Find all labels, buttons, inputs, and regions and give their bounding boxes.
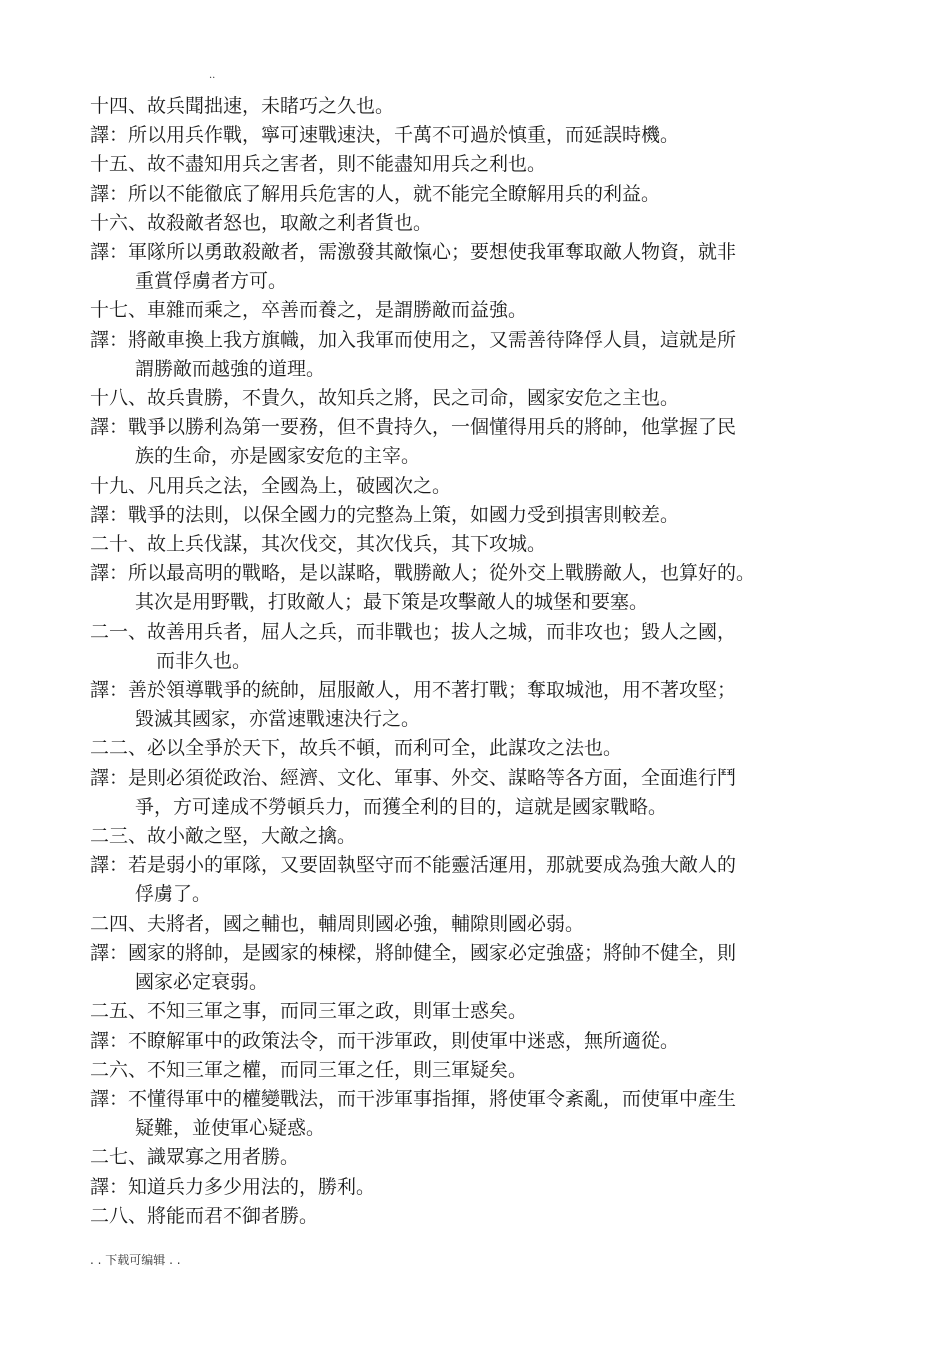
continuation-line: 謂勝敵而越強的道理。: [135, 357, 326, 380]
translation-line: 譯：所以最高明的戰略，是以謀略，戰勝敵人；從外交上戰勝敵人，也算好的。: [90, 562, 756, 585]
verse-line: 二六、不知三軍之權，而同三軍之任，則三軍疑矣。: [90, 1058, 528, 1081]
continuation-line: 族的生命，亦是國家安危的主宰。: [135, 445, 421, 468]
verse-line: 二四、夫將者，國之輔也，輔周則國必強，輔隙則國必弱。: [90, 912, 585, 935]
verse-line: 十七、車雜而乘之，卒善而養之，是謂勝敵而益強。: [90, 299, 528, 322]
verse-line: 二三、故小敵之堅，大敵之擒。: [90, 825, 357, 848]
translation-line: 譯：國家的將帥，是國家的棟樑，將帥健全，國家必定強盛；將帥不健全，則: [90, 941, 737, 964]
continuation-line: 爭，方可達成不勞頓兵力，而獲全利的目的，這就是國家戰略。: [135, 795, 668, 818]
translation-line: 譯：不瞭解軍中的政策法令，而干涉軍政，則使軍中迷惑，無所適從。: [90, 1029, 680, 1052]
verse-line: 二八、將能而君不御者勝。: [90, 1204, 319, 1227]
translation-line: 譯：所以用兵作戰，寧可速戰速決，千萬不可過於慎重，而延誤時機。: [90, 124, 680, 147]
verse-line: 十九、凡用兵之法，全國為上，破國次之。: [90, 474, 452, 497]
verse-line: 十五、故不盡知用兵之害者，則不能盡知用兵之利也。: [90, 153, 547, 176]
continuation-line: 其次是用野戰，打敗敵人；最下策是攻擊敵人的城堡和要塞。: [135, 591, 649, 614]
translation-line: 譯：將敵車換上我方旗幟，加入我軍而使用之，又需善待降俘人員，這就是所: [90, 328, 737, 351]
continuation-line: 疑難，並使軍心疑惑。: [135, 1117, 326, 1140]
translation-line: 譯：不懂得軍中的權變戰法，而干涉軍事指揮，將使軍令紊亂，而使軍中產生: [90, 1087, 737, 1110]
verse-line: 二十、故上兵伐謀，其次伐交，其次伐兵，其下攻城。: [90, 533, 547, 556]
translation-line: 譯：所以不能徹底了解用兵危害的人，就不能完全瞭解用兵的利益。: [90, 182, 661, 205]
verse-line: 二一、故善用兵者，屈人之兵，而非戰也；拔人之城，而非攻也；毀人之國，: [90, 620, 737, 643]
translation-line: 譯：戰爭的法則，以保全國力的完整為上策，如國力受到損害則較差。: [90, 503, 680, 526]
translation-line: 譯：軍隊所以勇敢殺敵者，需激發其敵愾心；要想使我軍奪取敵人物資，就非: [90, 241, 737, 264]
translation-line: 譯：知道兵力多少用法的，勝利。: [90, 1175, 376, 1198]
continuation-line: 毀滅其國家，亦當速戰速決行之。: [135, 708, 421, 731]
continuation-line: 重賞俘虜者方可。: [135, 270, 288, 293]
continuation-line: 而非久也。: [156, 649, 252, 672]
verse-line: 十八、故兵貴勝，不貴久，故知兵之將，民之司命，國家安危之主也。: [90, 387, 680, 410]
continuation-line: 俘虜了。: [135, 883, 212, 906]
translation-line: 譯：是則必須從政治、經濟、文化、軍事、外交、謀略等各方面，全面進行鬥: [90, 766, 737, 789]
page-footer: . . 下载可编辑 . .: [90, 1253, 181, 1267]
translation-line: 譯：善於領導戰爭的統帥，屈服敵人，用不著打戰；奪取城池，用不著攻堅；: [90, 679, 737, 702]
translation-line: 譯：若是弱小的軍隊，又要固執堅守而不能靈活運用，那就要成為強大敵人的: [90, 854, 737, 877]
verse-line: 十四、故兵聞拙速，未睹巧之久也。: [90, 95, 395, 117]
translation-line: 譯：戰爭以勝利為第一要務，但不貴持久，一個懂得用兵的將帥，他掌握了民: [90, 416, 737, 439]
continuation-line: 國家必定衰弱。: [135, 971, 269, 994]
document-body: [90, 92, 830, 1231]
verse-line: 十六、故殺敵者怒也，取敵之利者貨也。: [90, 211, 433, 234]
header-mark: ..: [209, 70, 216, 81]
verse-line: 二五、不知三軍之事，而同三軍之政，則軍士惑矣。: [90, 1000, 528, 1023]
verse-line: 二二、必以全爭於天下，故兵不頓，而利可全，此謀攻之法也。: [90, 737, 623, 760]
verse-line: 二七、識眾寡之用者勝。: [90, 1146, 300, 1169]
